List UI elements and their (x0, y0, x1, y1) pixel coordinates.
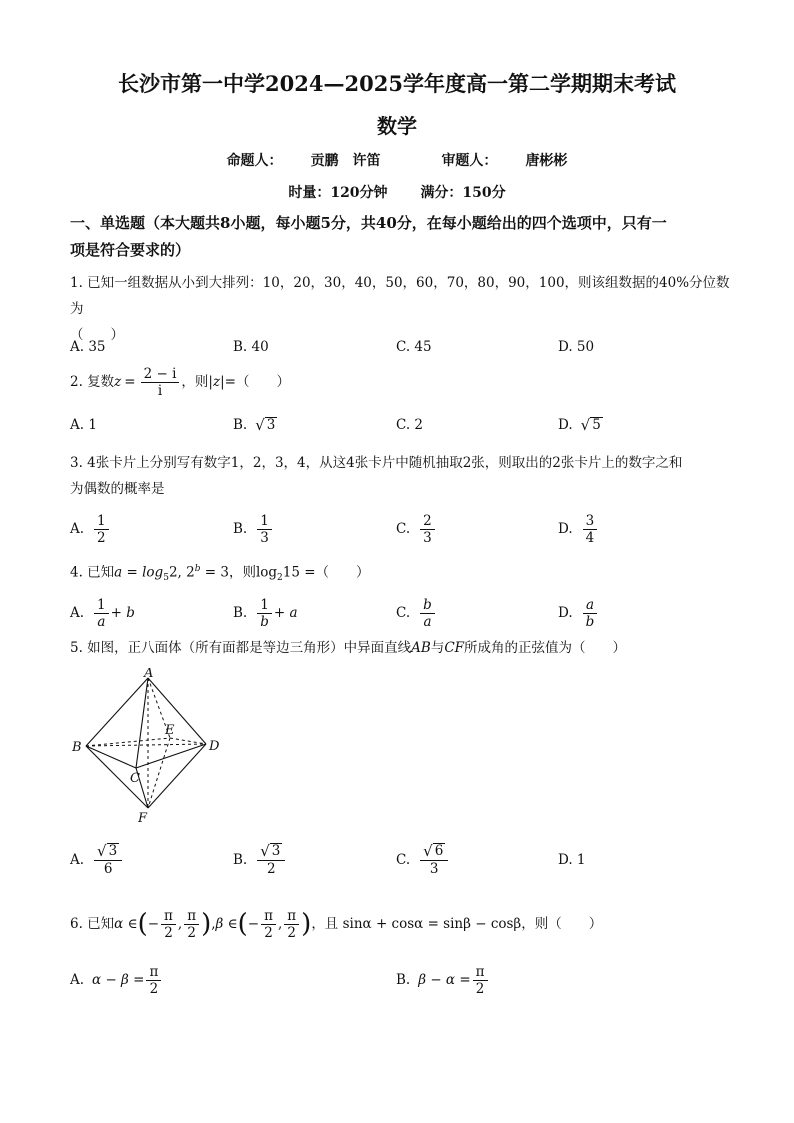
edge-AD (148, 678, 206, 744)
vertex-E: E (165, 723, 175, 738)
q1-option-a[interactable]: A. 35 (70, 339, 106, 355)
q4-option-d[interactable]: D. $\frac{a}{b}$ (558, 596, 599, 630)
q1-option-b[interactable]: B. 40 (233, 339, 269, 355)
vertex-B: B (72, 740, 82, 755)
q5-option-a[interactable]: A. √ 3 6 (70, 840, 124, 880)
question-3: 3. 4张卡片上分别写有数字1，2，3，4，从这4张卡片中随机抽取2张，则取出的2张卡片上的数字之和 为偶数的概率是 (70, 455, 683, 497)
vertex-A: A (144, 668, 154, 681)
q4-option-b[interactable]: B. $\frac{1}{b}$ + a (233, 596, 298, 630)
q3-option-a[interactable]: A. $\frac{1}{2}$ (70, 512, 111, 546)
question-3-options (70, 512, 730, 546)
q4-option-a[interactable]: A. $\frac{1}{a}$ + b (70, 596, 135, 630)
edge-BC (86, 746, 136, 768)
question-1-options (70, 330, 730, 364)
exam-title: 长沙市第一中学2024—2025学年度高一第二学期期末考试 (118, 71, 676, 96)
q2-fraction: $\frac{2 - i}{i}$ (141, 366, 180, 399)
exam-score: 满分：150分 (420, 185, 506, 201)
question-6: 6. 已知 α ∈ ( − $\frac{\pi}{2}$ , $\frac{\pi}{2}$ ) , β ∈ ( − $\frac{\pi}{2}$ , $\frac{\pi}{2}$ ) ，且 sinα + cosα = sinβ − cosβ，则（ ） (70, 907, 603, 941)
q2-option-d[interactable]: D. √ 5 (558, 416, 601, 434)
q3-option-c[interactable]: C. $\frac{2}{3}$ (396, 512, 437, 546)
q5-option-c[interactable]: C. √ 6 3 (396, 840, 450, 880)
q1-option-d[interactable]: D. 50 (558, 339, 595, 355)
question-6-options (70, 960, 730, 1000)
q2-option-a[interactable]: A. 1 (70, 417, 97, 433)
q3-option-b[interactable]: B. $\frac{1}{3}$ (233, 512, 274, 546)
vertex-C: C (130, 771, 140, 786)
edge-EF (148, 738, 170, 808)
q3-option-d[interactable]: D. $\frac{3}{4}$ (558, 512, 599, 546)
q5-option-d[interactable]: D. 1 (558, 852, 586, 868)
question-2-options (70, 408, 730, 442)
q2-option-c[interactable]: C. 2 (396, 417, 424, 433)
subject-title: 数学 (377, 114, 417, 138)
section-1-heading: 一、单选题（本大题共8小题，每小题5分，共40分，在每小题给出的四个选项中，只有一 项是符合要求的） (70, 214, 667, 259)
question-4-options (70, 596, 730, 630)
edge-ED (170, 738, 206, 744)
question-5: 5. 如图，正八面体（所有面都是等边三角形）中异面直线AB与CF所成角的正弦值为（ ） (70, 640, 627, 656)
exam-time: 时量：120分钟 (288, 185, 388, 201)
setters: 命题人： 贡鹏 许笛 (226, 153, 381, 169)
q6-option-a[interactable]: A. α − β = $\frac{\pi}{2}$ (70, 960, 163, 1000)
q6-option-b[interactable]: B. β − α = $\frac{\pi}{2}$ (396, 960, 490, 1000)
vertex-D: D (209, 739, 220, 754)
q4-option-c[interactable]: C. $\frac{b}{a}$ (396, 596, 437, 630)
edge-AB (86, 678, 148, 746)
reviewer: 审题人： 唐彬彬 (441, 153, 568, 169)
q5-option-b[interactable]: B. √ 3 2 (233, 840, 287, 880)
authors-line (0, 150, 794, 170)
edge-AC (136, 678, 148, 768)
q2-option-b[interactable]: B. √ 3 (233, 416, 276, 434)
question-1: 1. 已知一组数据从小到大排列：10，20，30，40，50，60，70，80，90，100，则该组数据的40%分位数为 （ ） (70, 275, 730, 343)
question-4: 4. 已知$a = \log_52$, $2^b = 3$，则$\log_215$ =（ ） (70, 564, 370, 584)
q1-option-c[interactable]: C. 45 (396, 339, 432, 355)
question-5-options (70, 840, 730, 880)
octahedron-figure (66, 668, 236, 828)
time-score-line (0, 182, 794, 202)
vertex-F: F (138, 811, 148, 826)
question-2: 2. 复数 z = $\frac{2 - i}{i}$ ，则 |z| =（ ） (70, 365, 290, 399)
